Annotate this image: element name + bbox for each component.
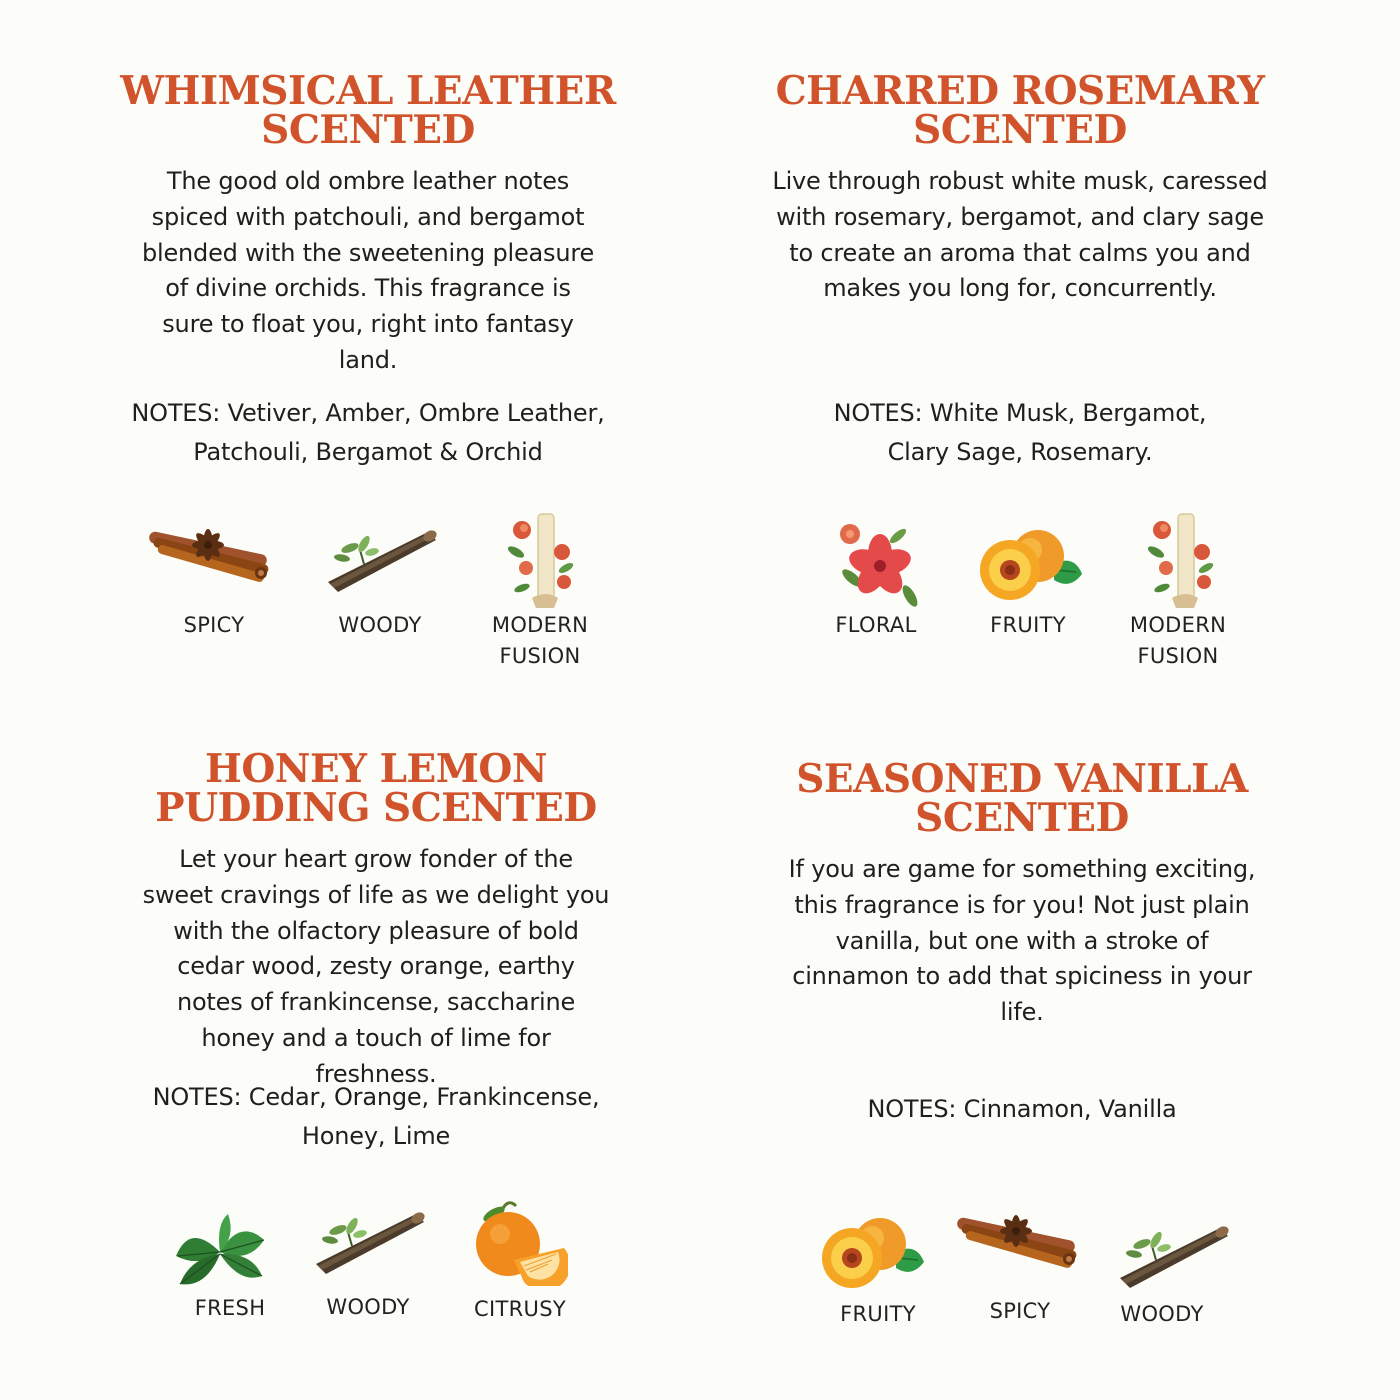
wood-branch-icon (308, 1200, 428, 1280)
cinnamon-star-anise-icon (954, 1206, 1084, 1278)
fragrance-description: The good old ombre leather notes spiced with patchouli, and bergamot blended with the sweetening pleasure of divine orchids. This fragrance is sure to float you, right into fantasy land. (141, 167, 595, 374)
fragrance-notes (742, 1090, 1302, 1129)
fragrance-card-charred-rosemary (740, 68, 1300, 466)
scent-label-modern-fusion (470, 610, 610, 672)
label-line-1: CITRUSY (474, 1297, 566, 1321)
peach-fruit-icon (974, 524, 1084, 604)
basil-leaves-icon (170, 1212, 270, 1292)
fragrance-title-line-1: WHIMSICAL LEATHER (120, 68, 616, 114)
wood-branch-icon (320, 518, 440, 598)
label-line-1: WOODY (326, 1295, 410, 1319)
scent-label-fruity (958, 610, 1098, 641)
label-line-1: FLORAL (835, 613, 917, 637)
scent-label-fruity (808, 1299, 948, 1330)
wood-branch-icon (1112, 1214, 1232, 1294)
fragrance-title-line-2: SCENTED (915, 795, 1129, 841)
fragrance-title-line-2: SCENTED (913, 107, 1127, 153)
fragrance-description: If you are game for something exciting, this fragrance is for you! Not just plain vanilla, but one with a stroke of cinnamon to add that spiciness in your life. (788, 855, 1256, 1027)
fragrance-title-line-1: SEASONED VANILLA (796, 756, 1248, 802)
fragrance-title-line-1: HONEY LEMON (204, 746, 548, 792)
scent-label-modern-fusion (1108, 610, 1248, 672)
fragrance-card-seasoned-vanilla (742, 756, 1302, 1123)
scent-label-spicy (144, 610, 284, 641)
label-line-1: WOODY (338, 613, 422, 637)
fragrance-title (88, 68, 648, 153)
label-line-1: MODERN (491, 613, 589, 637)
fragrance-title (740, 68, 1300, 153)
fragrance-title-line-1: CHARRED ROSEMARY (775, 68, 1265, 114)
label-line-1: FRESH (194, 1296, 266, 1320)
scent-label-woody (1092, 1299, 1232, 1330)
modern-fusion-flowers-icon (502, 512, 582, 612)
label-line-1: MODERN (1129, 613, 1227, 637)
hibiscus-flower-icon (828, 514, 928, 614)
scent-label-woody (298, 1292, 438, 1323)
orange-citrus-icon (468, 1196, 568, 1286)
scent-label-citrusy (450, 1294, 590, 1325)
scent-label-spicy (950, 1296, 1090, 1327)
fragrance-title-line-2: PUDDING SCENTED (155, 785, 597, 831)
label-line-2: FUSION (499, 644, 581, 668)
label-line-1: FRUITY (990, 613, 1066, 637)
notes-line-1: NOTES: Cedar, Orange, Frankincense, (152, 1083, 600, 1111)
fragrance-notes (740, 394, 1300, 471)
notes-line-2: Honey, Lime (301, 1121, 451, 1150)
peach-fruit-icon (816, 1212, 926, 1292)
modern-fusion-flowers-icon (1142, 512, 1222, 612)
label-line-1: SPICY (989, 1299, 1051, 1323)
scent-label-woody (310, 610, 450, 641)
label-line-1: WOODY (1120, 1302, 1204, 1326)
fragrance-card-whimsical-leather (88, 68, 648, 466)
fragrance-notes (96, 1078, 656, 1155)
notes-line-2: Patchouli, Bergamot & Orchid (193, 437, 543, 466)
cinnamon-star-anise-icon (146, 520, 276, 592)
scent-label-floral (806, 610, 946, 641)
label-line-2: FUSION (1137, 644, 1219, 668)
fragrance-title-line-2: SCENTED (261, 107, 475, 153)
label-line-1: SPICY (183, 613, 245, 637)
notes-line-1: NOTES: Cinnamon, Vanilla (867, 1095, 1177, 1123)
fragrance-title (96, 746, 656, 831)
fragrance-description: Let your heart grow fonder of the sweet cravings of life as we delight you with the olfactory pleasure of bold cedar wood, zesty orange, earthy notes of frankincense, saccharine honey and a touch of lime for freshness. (142, 845, 610, 1088)
fragrance-title (742, 756, 1302, 841)
fragrance-description: Live through robust white musk, caressed with rosemary, bergamot, and clary sage to create an aroma that calms you and makes you long for, concurrently. (772, 167, 1268, 303)
scent-label-fresh (160, 1293, 300, 1324)
notes-line-2: Clary Sage, Rosemary. (887, 437, 1153, 466)
notes-line-1: NOTES: White Musk, Bergamot, (833, 399, 1207, 427)
label-line-1: FRUITY (840, 1302, 916, 1326)
fragrance-notes (88, 394, 648, 471)
fragrance-card-honey-lemon-pudding (96, 746, 656, 1150)
notes-line-1: NOTES: Vetiver, Amber, Ombre Leather, (131, 399, 605, 427)
